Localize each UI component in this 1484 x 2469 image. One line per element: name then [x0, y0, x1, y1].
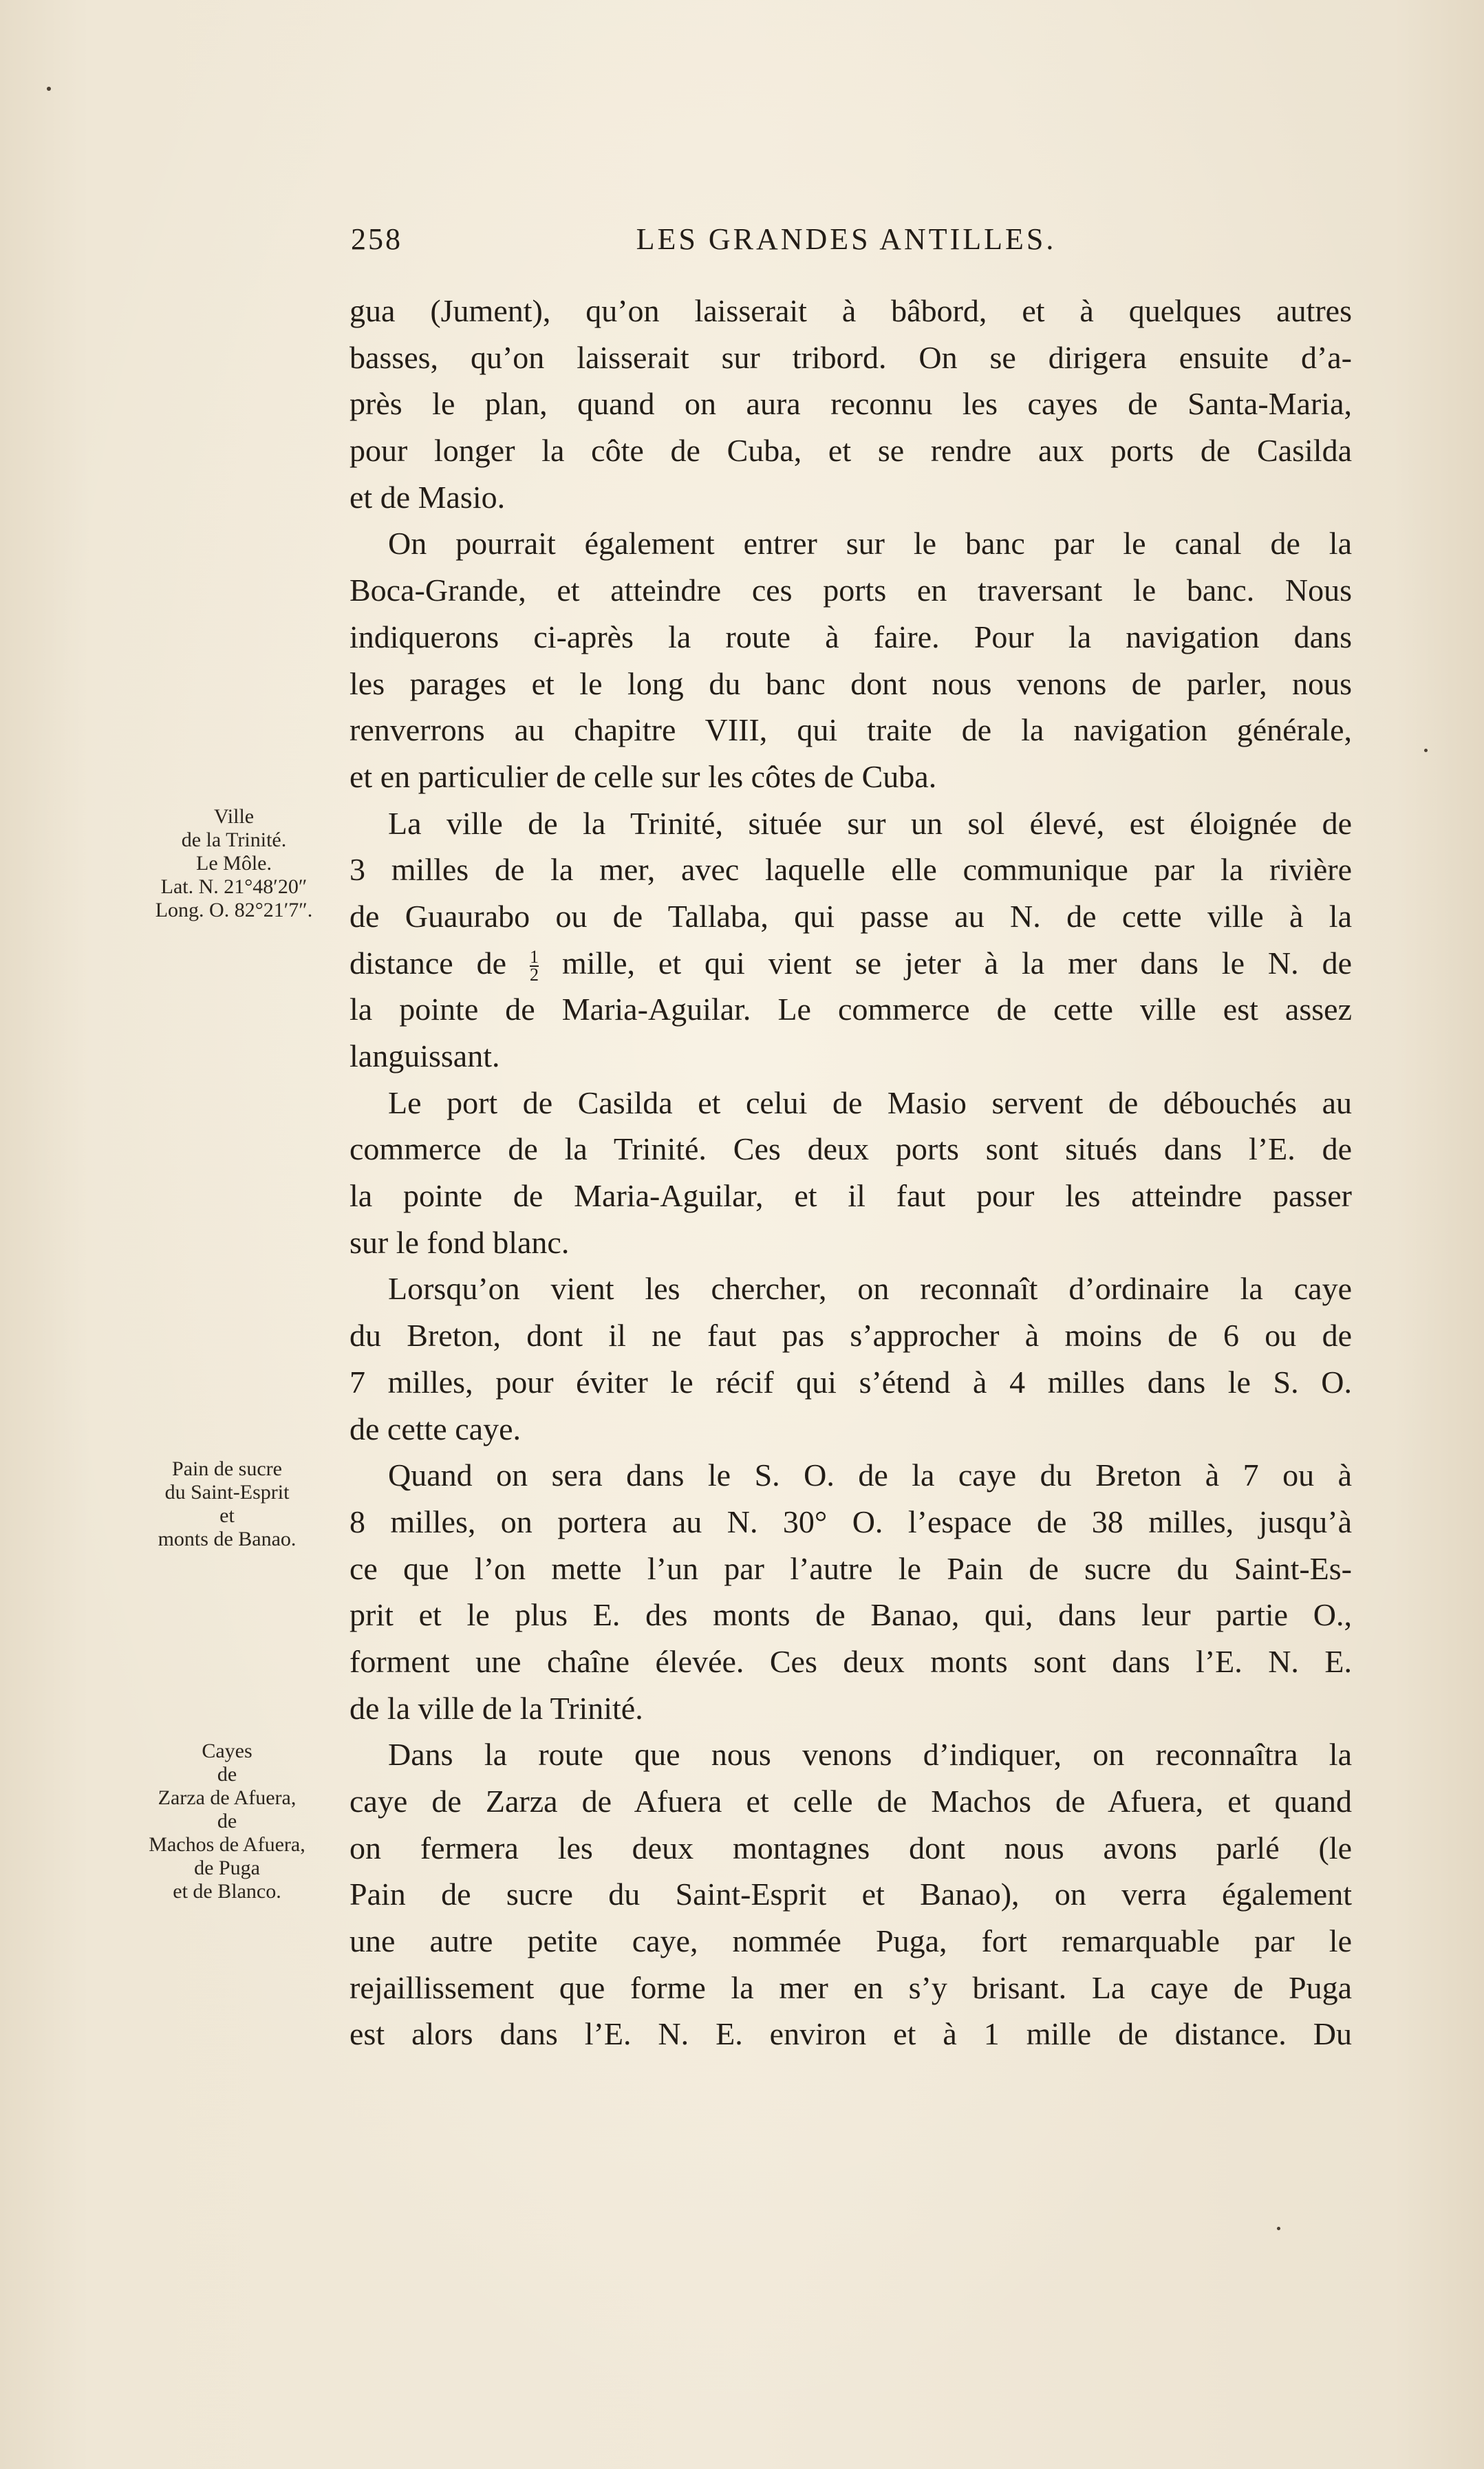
margin-note-line: Lat. N. 21°48′20″	[160, 875, 308, 898]
text-line: La ville de la Trinité, située sur un sol élevé, est éloignée de	[388, 805, 1352, 841]
ink-speck	[47, 87, 51, 91]
margin-note-line: Pain de sucre	[172, 1457, 282, 1480]
text-line: de Guaurabo ou de Tallaba, qui passe au N. de cette ville à la	[350, 898, 1352, 934]
text-line: les parages et le long du banc dont nous venons de parler, nous	[350, 665, 1352, 701]
text-line: On pourrait également entrer sur le banc par le canal de la	[388, 526, 1352, 562]
text-line: près le plan, quand on aura reconnu les cayes de Santa-Maria,	[350, 386, 1352, 422]
text-line: on fermera les deux montagnes dont nous avons parlé (le	[350, 1830, 1352, 1866]
fraction-denominator: 2	[530, 965, 539, 985]
ink-speck	[1277, 2227, 1280, 2230]
text-line: Le port de Casilda et celui de Masio servent de débouchés au	[388, 1084, 1352, 1120]
margin-note-line: de la Trinité.	[181, 829, 287, 851]
text-line: basses, qu’on laisserait sur tribord. On se dirigera ensuite d’a-	[350, 339, 1352, 375]
text-line: 8 milles, on portera au N. 30° O. l’espace de 38 milles, jusqu’à	[350, 1504, 1352, 1539]
ink-speck	[1424, 749, 1428, 752]
margin-note-ville-trinite	[131, 805, 337, 922]
margin-note-line: monts de Banao.	[158, 1528, 297, 1550]
margin-note-line: du Saint-Esprit	[164, 1481, 290, 1504]
text-line: est alors dans l’E. N. E. environ et à 1 mille de distance. Du	[350, 2016, 1352, 2052]
text-line: Boca-Grande, et atteindre ces ports en traversant le banc. Nous	[350, 573, 1352, 608]
margin-note-line: de	[217, 1763, 237, 1786]
text-segment: distance de	[350, 945, 507, 981]
text-line: sur le fond blanc.	[350, 1224, 570, 1260]
text-line: Quand on sera dans le S. O. de la caye du Breton à 7 ou à	[388, 1457, 1352, 1493]
margin-note-line: et	[219, 1504, 235, 1527]
text-line: indiquerons ci-après la route à faire. Pour la navigation dans	[350, 619, 1352, 654]
text-line: gua (Jument), qu’on laisserait à bâbord, et à quelques autres	[350, 293, 1352, 328]
text-line: du Breton, dont il ne faut pas s’approcher à moins de 6 ou de	[350, 1318, 1352, 1354]
text-line: rejaillissement que forme la mer en s’y brisant. La caye de Puga	[350, 1969, 1352, 2005]
text-line: la pointe de Maria-Aguilar. Le commerce de cette ville est assez	[350, 992, 1352, 1027]
margin-note-line: de	[217, 1810, 237, 1832]
text-line: 7 milles, pour éviter le récif qui s’étend à 4 milles dans le S. O.	[350, 1364, 1352, 1400]
margin-note-cayes	[124, 1740, 330, 1903]
text-line: de cette caye.	[350, 1411, 521, 1446]
text-line: pour longer la côte de Cuba, et se rendre aux ports de Casilda	[350, 433, 1352, 469]
text-line: ce que l’on mette l’un par l’autre le Pain de sucre du Saint-Es-	[350, 1550, 1352, 1586]
margin-note-line: Cayes	[202, 1740, 252, 1762]
text-line: prit et le plus E. des monts de Banao, qui, dans leur partie O.,	[350, 1597, 1352, 1633]
text-line: commerce de la Trinité. Ces deux ports sont situés dans l’E. de	[350, 1131, 1352, 1167]
margin-note-pain-de-sucre	[124, 1457, 330, 1551]
text-line: Pain de sucre du Saint-Esprit et Banao), on verra également	[350, 1877, 1352, 1912]
margin-note-line: et de Blanco.	[173, 1880, 281, 1903]
text-line: 3 milles de la mer, avec laquelle elle communique par la rivière	[350, 852, 1352, 888]
text-line: Dans la route que nous venons d’indiquer, on reconnaîtra la	[388, 1737, 1352, 1773]
text-line: et en particulier de celle sur les côtes de Cuba.	[350, 758, 937, 794]
margin-note-line: de Puga	[194, 1857, 260, 1879]
margin-note-line: Le Môle.	[196, 852, 272, 875]
text-line: Lorsqu’on vient les chercher, on reconnaît d’ordinaire la caye	[388, 1271, 1352, 1307]
text-line: de la ville de la Trinité.	[350, 1690, 643, 1726]
text-line: caye de Zarza de Afuera et celle de Machos de Afuera, et quand	[350, 1784, 1352, 1819]
body-text	[350, 288, 1352, 2058]
text-line: et de Masio.	[350, 479, 506, 515]
page-header	[351, 222, 1350, 263]
text-line: renverrons au chapitre VIII, qui traite de la navigation générale,	[350, 712, 1352, 748]
text-segment: mille, et qui vient se jeter à la mer dans le N. de	[561, 945, 1352, 981]
fraction-half	[530, 949, 539, 983]
text-line: forment une chaîne élevée. Ces deux monts sont dans l’E. N. E.	[350, 1643, 1352, 1679]
margin-note-line: Ville	[213, 805, 255, 828]
fraction-numerator: 1	[530, 947, 539, 968]
text-line: la pointe de Maria-Aguilar, et il faut pour les atteindre passer	[350, 1178, 1352, 1214]
margin-note-line: Machos de Afuera,	[149, 1833, 305, 1856]
margin-note-line: Long. O. 82°21′7″.	[155, 899, 313, 921]
text-line: une autre petite caye, nommée Puga, fort remarquable par le	[350, 1923, 1352, 1959]
text-line-with-fraction	[350, 940, 1352, 987]
text-line: languissant.	[350, 1038, 500, 1073]
page-number: 258	[351, 222, 402, 256]
margin-note-line: Zarza de Afuera,	[158, 1786, 297, 1809]
running-title: LES GRANDES ANTILLES.	[636, 222, 1057, 256]
